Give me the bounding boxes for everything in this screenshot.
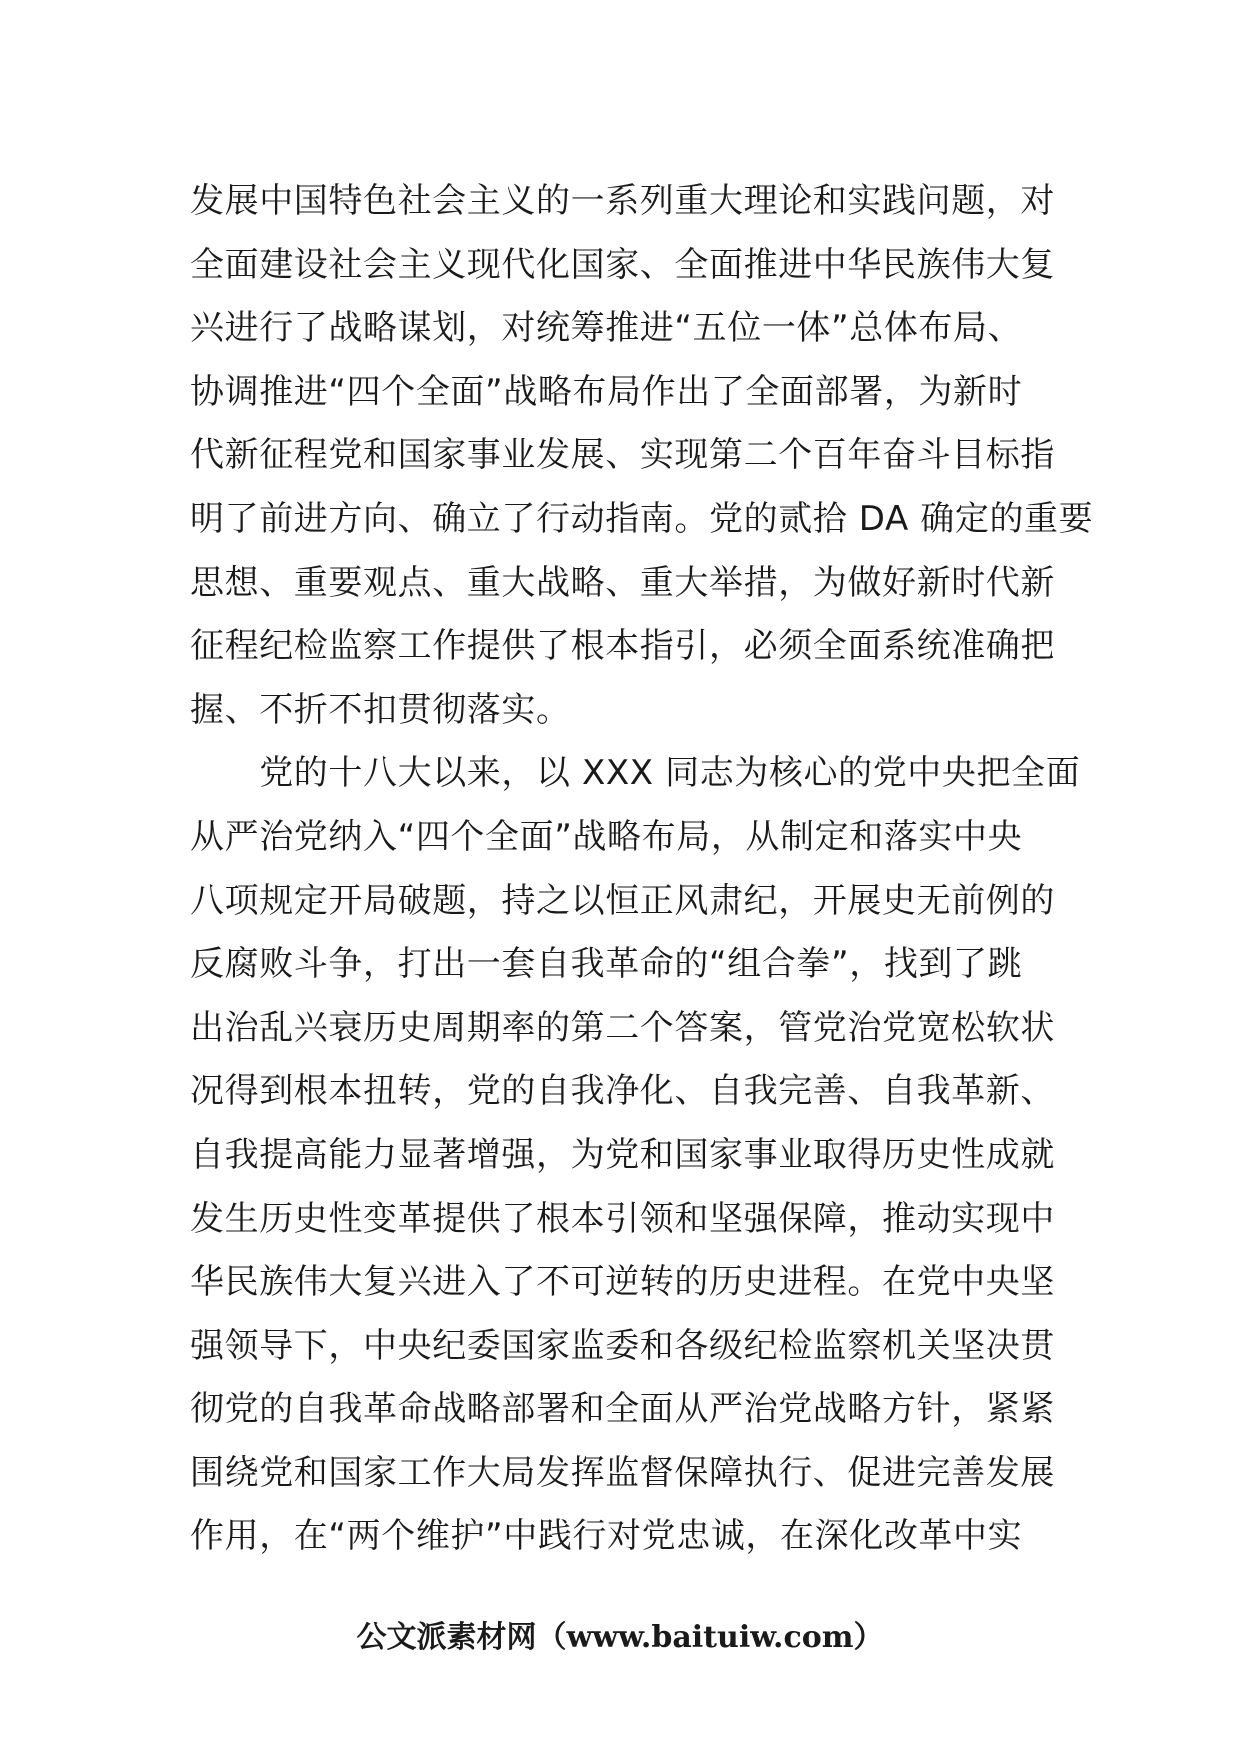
text-line: 反腐败斗争，打出一套自我革命的“组合拳”，找到了跳 <box>190 944 1023 985</box>
text-line: 明了前进方向、确立了行动指南。党的贰拾 DA 确定的重要 <box>190 498 1094 539</box>
text-line: 八项规定开局破题，持之以恒正风肃纪，开展史无前例的 <box>190 880 1055 921</box>
text-line: 华民族伟大复兴进入了不可逆转的历史进程。在党中央坚 <box>190 1262 1055 1303</box>
text-line: 党的十八大以来，以 XXX 同志为核心的党中央把全面 <box>190 753 1081 794</box>
text-line: 围绕党和国家工作大局发挥监督保障执行、促进完善发展 <box>190 1452 1055 1493</box>
text-line: 协调推进“四个全面”战略布局作出了全面部署，为新时 <box>190 371 1023 412</box>
text-line: 代新征程党和国家事业发展、实现第二个百年奋斗目标指 <box>190 435 1055 476</box>
body-text <box>190 170 1094 1569</box>
text-line: 思想、重要观点、重大战略、重大举措，为做好新时代新 <box>190 562 1055 603</box>
text-line: 彻党的自我革命战略部署和全面从严治党战略方针，紧紧 <box>190 1389 1055 1430</box>
text-line: 从严治党纳入“四个全面”战略布局，从制定和落实中央 <box>190 816 1023 857</box>
text-line: 况得到根本扭转，党的自我净化、自我完善、自我革新、 <box>190 1071 1055 1112</box>
text-line: 兴进行了战略谋划，对统筹推进“五位一体”总体布局、 <box>190 308 1023 349</box>
text-line: 强领导下，中央纪委国家监委和各级纪检监察机关坚决贯 <box>190 1325 1055 1366</box>
page-footer: 公文派素材网（www.baituiw.com） <box>356 1620 884 1655</box>
text-line: 握、不折不扣贯彻落实。 <box>190 689 571 730</box>
text-line: 发展中国特色社会主义的一系列重大理论和实践问题，对 <box>190 181 1055 221</box>
text-line: 全面建设社会主义现代化国家、全面推进中华民族伟大复 <box>190 244 1055 285</box>
text-line: 征程纪检监察工作提供了根本指引，必须全面系统准确把 <box>190 626 1055 667</box>
text-line: 发生历史性变革提供了根本引领和坚强保障，推动实现中 <box>190 1198 1055 1239</box>
text-line: 作用，在“两个维护”中践行对党忠诚，在深化改革中实 <box>190 1516 1023 1557</box>
text-line: 出治乱兴衰历史周期率的第二个答案，管党治党宽松软状 <box>190 1007 1055 1048</box>
text-line: 自我提高能力显著增强，为党和国家事业取得历史性成就 <box>190 1134 1055 1175</box>
